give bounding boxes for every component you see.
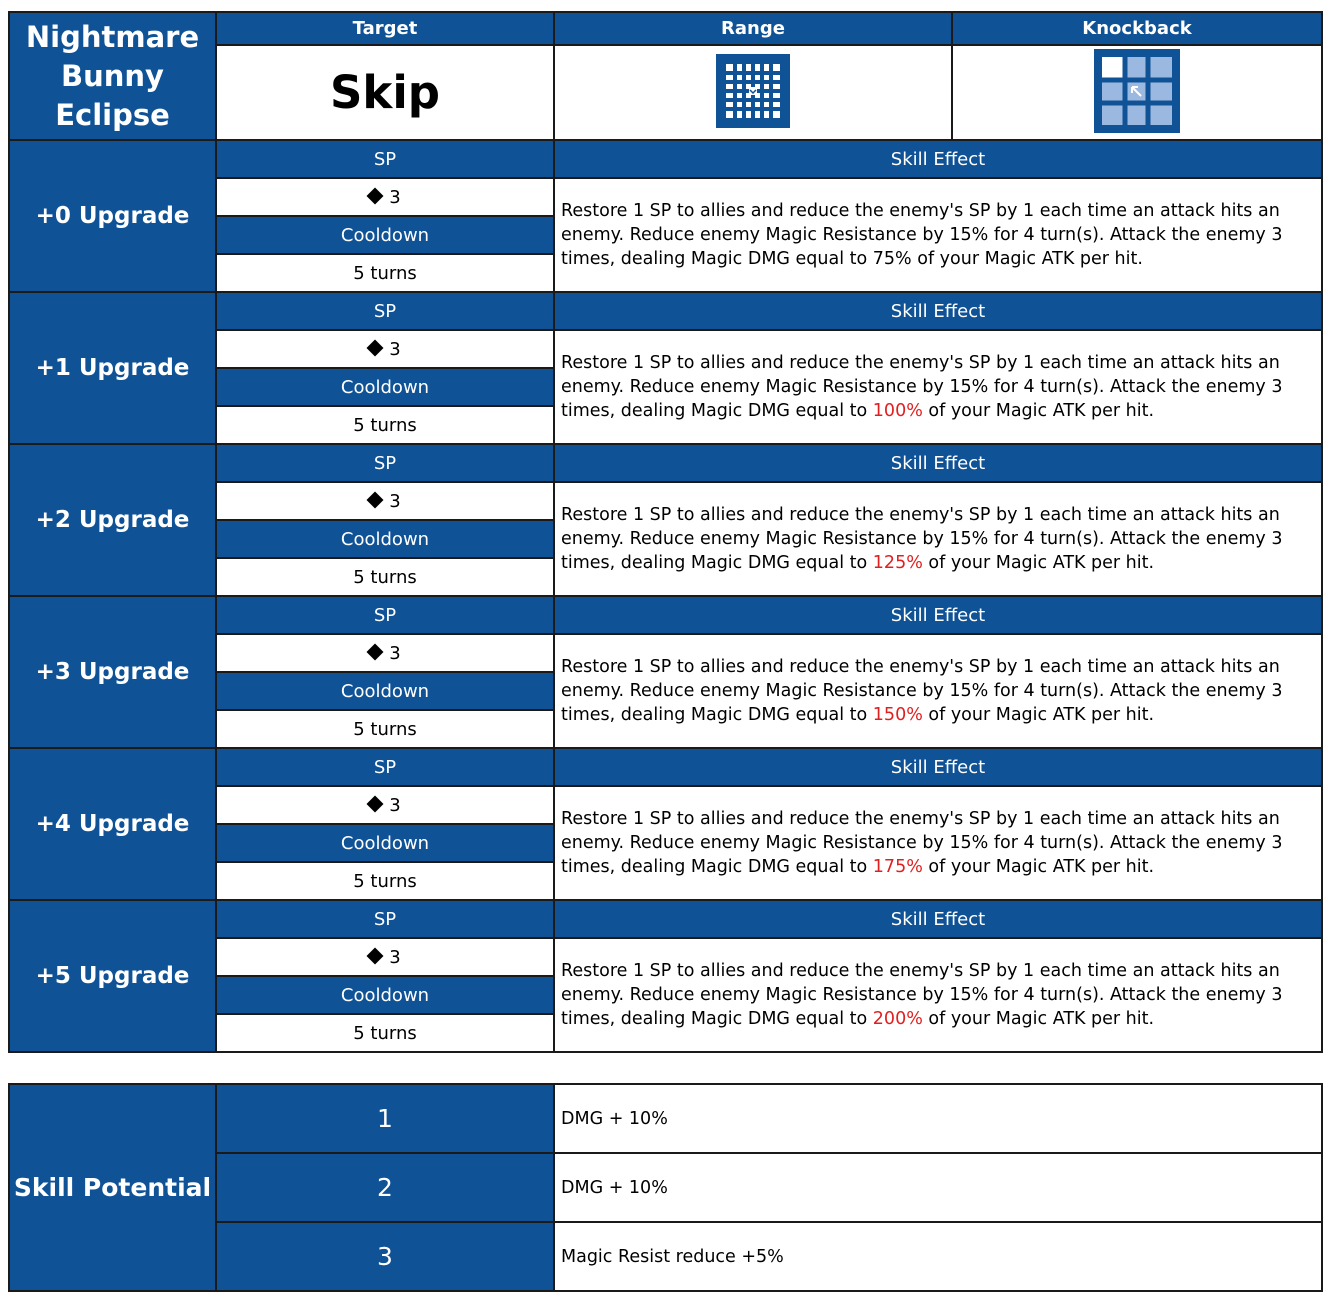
- cooldown-value: 5 turns: [216, 1014, 554, 1052]
- sp-value: [216, 786, 554, 824]
- skill-effect-label: Skill Effect: [554, 444, 1322, 482]
- potential-number-3: 3: [216, 1222, 554, 1291]
- effect-highlight: 175%: [872, 857, 923, 877]
- cooldown-label: Cooldown: [216, 672, 554, 710]
- skill-effect-label: Skill Effect: [554, 140, 1322, 178]
- upgrade-label: +4 Upgrade: [9, 748, 216, 900]
- sp-value: [216, 634, 554, 672]
- diamond-icon: [367, 795, 384, 812]
- range-grid-icon: [716, 54, 790, 132]
- potential-number-1: 1: [216, 1084, 554, 1153]
- effect-text-end: of your Magic ATK per hit.: [922, 553, 1155, 573]
- sp-value-text: 3: [389, 642, 401, 664]
- skill-effect-text: [554, 938, 1322, 1052]
- sp-label: SP: [216, 900, 554, 938]
- cooldown-label: Cooldown: [216, 368, 554, 406]
- upgrade-label: +0 Upgrade: [9, 140, 216, 292]
- potential-number-2: 2: [216, 1153, 554, 1222]
- sp-value: [216, 330, 554, 368]
- skill-effect-label: Skill Effect: [554, 748, 1322, 786]
- cooldown-value: 5 turns: [216, 406, 554, 444]
- effect-text-end: of your Magic ATK per hit.: [922, 401, 1155, 421]
- skill-name-line-2: Bunny: [61, 58, 164, 93]
- potential-effect-1: DMG + 10%: [554, 1084, 1322, 1153]
- skill-name-line-3: Eclipse: [55, 97, 170, 132]
- cooldown-label: Cooldown: [216, 824, 554, 862]
- skill-name-line-1: Nightmare: [25, 19, 200, 54]
- effect-highlight: 100%: [872, 401, 923, 421]
- diamond-icon: [367, 339, 384, 356]
- upgrade-label: +2 Upgrade: [9, 444, 216, 596]
- effect-text: Restore 1 SP to allies and reduce the enemy's SP by 1 each time an attack hits an enemy. Reduce enemy Magic Resistance by 15% for 4 turn(s). Attack the enemy 3 times, dealing Magic DMG equal to: [561, 657, 1283, 725]
- diamond-icon: [367, 187, 384, 204]
- effect-text: Restore 1 SP to allies and reduce the enemy's SP by 1 each time an attack hits an enemy. Reduce enemy Magic Resistance by 15% for 4 turn(s). Attack the enemy 3 times, dealing Magic DMG equal to 75% of your Magic ATK per hit.: [561, 201, 1283, 269]
- skill-effect-label: Skill Effect: [554, 596, 1322, 634]
- effect-highlight: 125%: [872, 553, 923, 573]
- potential-title: Skill Potential: [9, 1084, 216, 1291]
- cooldown-value: 5 turns: [216, 558, 554, 596]
- diamond-icon: [367, 947, 384, 964]
- effect-text: Restore 1 SP to allies and reduce the enemy's SP by 1 each time an attack hits an enemy. Reduce enemy Magic Resistance by 15% for 4 turn(s). Attack the enemy 3 times, dealing Magic DMG equal to: [561, 961, 1283, 1029]
- effect-text: Restore 1 SP to allies and reduce the enemy's SP by 1 each time an attack hits an enemy. Reduce enemy Magic Resistance by 15% for 4 turn(s). Attack the enemy 3 times, dealing Magic DMG equal to: [561, 353, 1283, 421]
- sp-label: SP: [216, 292, 554, 330]
- skill-effect-text: [554, 634, 1322, 748]
- effect-highlight: 150%: [872, 705, 923, 725]
- skill-effect-label: Skill Effect: [554, 292, 1322, 330]
- effect-text: Restore 1 SP to allies and reduce the enemy's SP by 1 each time an attack hits an enemy. Reduce enemy Magic Resistance by 15% for 4 turn(s). Attack the enemy 3 times, dealing Magic DMG equal to: [561, 809, 1283, 877]
- potential-effect-2: DMG + 10%: [554, 1153, 1322, 1222]
- upgrade-label: +3 Upgrade: [9, 596, 216, 748]
- target-value: Skip: [216, 45, 554, 140]
- target-header: Target: [216, 12, 554, 45]
- range-header: Range: [554, 12, 952, 45]
- skill-name: [9, 12, 216, 140]
- effect-text-end: of your Magic ATK per hit.: [922, 705, 1155, 725]
- upgrade-label: +1 Upgrade: [9, 292, 216, 444]
- diamond-icon: [367, 491, 384, 508]
- range-cell: [554, 45, 952, 140]
- skill-effect-text: [554, 482, 1322, 596]
- sp-label: SP: [216, 140, 554, 178]
- cooldown-value: 5 turns: [216, 862, 554, 900]
- effect-text-end: of your Magic ATK per hit.: [922, 857, 1155, 877]
- sp-value-text: 3: [389, 794, 401, 816]
- sp-label: SP: [216, 596, 554, 634]
- sp-value: [216, 938, 554, 976]
- cooldown-label: Cooldown: [216, 520, 554, 558]
- knockback-grid-icon: [1094, 49, 1180, 137]
- cooldown-label: Cooldown: [216, 976, 554, 1014]
- sp-value: [216, 482, 554, 520]
- potential-effect-3: Magic Resist reduce +5%: [554, 1222, 1322, 1291]
- diamond-icon: [367, 643, 384, 660]
- skill-effect-text: [554, 178, 1322, 292]
- sp-label: SP: [216, 748, 554, 786]
- effect-highlight: 200%: [872, 1009, 923, 1029]
- knockback-cell: [952, 45, 1322, 140]
- effect-text-end: of your Magic ATK per hit.: [922, 1009, 1155, 1029]
- knockback-header: Knockback: [952, 12, 1322, 45]
- potential-table: [8, 1083, 1323, 1292]
- skill-effect-label: Skill Effect: [554, 900, 1322, 938]
- cooldown-value: 5 turns: [216, 254, 554, 292]
- cooldown-value: 5 turns: [216, 710, 554, 748]
- skill-table: [8, 11, 1323, 1053]
- sp-value: [216, 178, 554, 216]
- skill-effect-text: [554, 786, 1322, 900]
- sp-value-text: 3: [389, 338, 401, 360]
- upgrade-label: +5 Upgrade: [9, 900, 216, 1052]
- sp-value-text: 3: [389, 490, 401, 512]
- sp-value-text: 3: [389, 186, 401, 208]
- cooldown-label: Cooldown: [216, 216, 554, 254]
- skill-effect-text: [554, 330, 1322, 444]
- effect-text: Restore 1 SP to allies and reduce the enemy's SP by 1 each time an attack hits an enemy. Reduce enemy Magic Resistance by 15% for 4 turn(s). Attack the enemy 3 times, dealing Magic DMG equal to: [561, 505, 1283, 573]
- sp-value-text: 3: [389, 946, 401, 968]
- sp-label: SP: [216, 444, 554, 482]
